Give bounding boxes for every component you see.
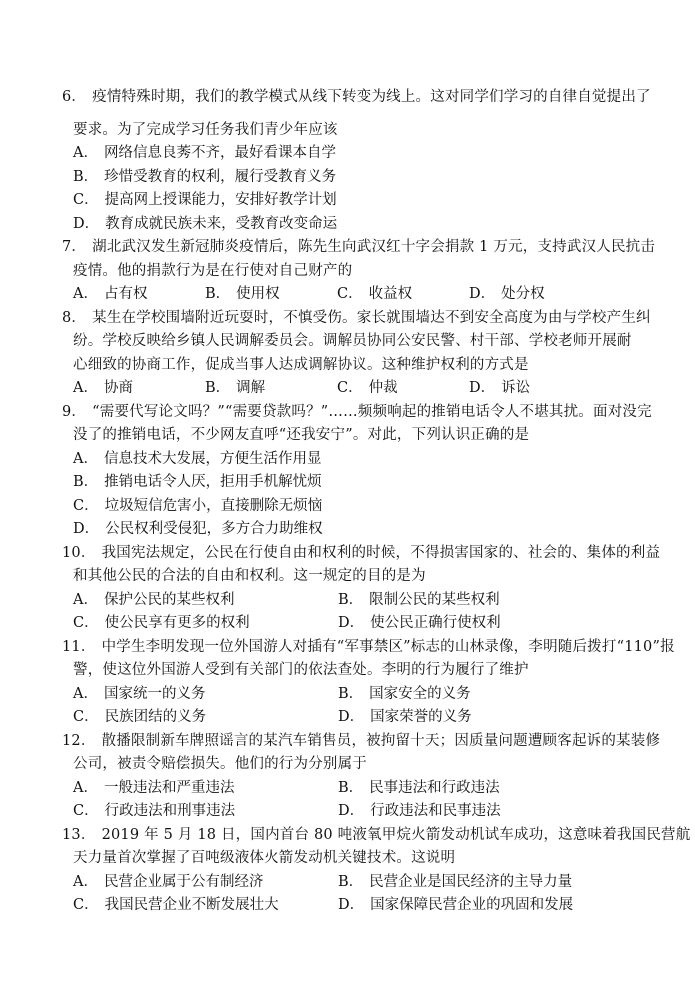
question-stem-line xyxy=(62,236,659,260)
option-b: B． 民事违法和行政违法 xyxy=(338,779,500,796)
question-number: 11． xyxy=(62,638,96,655)
question-stem-line: 要求。为了完成学习任务我们青少年应该 xyxy=(73,121,338,138)
option-b: B． 使用权 xyxy=(205,286,280,302)
option-a: A． 保护公民的某些权利 xyxy=(73,591,235,608)
question-9 xyxy=(62,401,659,542)
question-13 xyxy=(62,824,691,918)
question-stem-line: 纷。学校反映给乡镇人民调解委员会。调解员协同公安民警、村干部、学校老师开展耐 xyxy=(73,333,632,349)
options-row xyxy=(73,612,659,636)
question-stem-line xyxy=(62,307,659,331)
question-stem-line xyxy=(62,824,691,848)
option-b: B． 限制公民的某些权利 xyxy=(338,591,500,608)
option-a: A． 占有权 xyxy=(73,286,148,302)
question-stem-line xyxy=(62,636,675,660)
question-number: 6． xyxy=(62,89,87,105)
options-row xyxy=(73,871,659,895)
question-stem-text: 中学生李明发现一位外国游人对插有“军事禁区”标志的山林录像，李明随后拨打“110”报 xyxy=(101,638,675,655)
question-11 xyxy=(62,636,675,730)
question-stem-line xyxy=(62,730,659,754)
question-stem-line xyxy=(62,86,659,110)
option-a: A． 网络信息良莠不齐，最好看课本自学 xyxy=(73,145,336,161)
question-stem-line: 警，使这位外国游人受到有关部门的依法查处。李明的行为履行了维护 xyxy=(73,662,529,678)
question-7 xyxy=(62,236,659,307)
option-b: B． 珍惜受教育的权利，履行受教育义务 xyxy=(73,168,337,185)
question-stem-text: “需要代写论文吗？”“需要贷款吗？”……频频响起的推销电话令人不堪其扰。面对没完 xyxy=(92,403,652,420)
options-row xyxy=(73,589,659,613)
question-8 xyxy=(62,307,659,401)
question-number: 13． xyxy=(62,826,96,843)
options-row xyxy=(73,894,659,918)
option-c: C． 垃圾短信危害小，直接删除无烦恼 xyxy=(73,497,323,514)
option-b: B． 推销电话令人厌，拒用手机解忧烦 xyxy=(73,474,322,490)
question-6 xyxy=(62,86,659,236)
option-d: D． 教育成就民族未来，受教育改变命运 xyxy=(73,215,338,232)
option-d: D． 行政违法和民事违法 xyxy=(338,803,501,819)
option-c: C． 使公民享有更多的权利 xyxy=(73,615,250,631)
option-a: A． 信息技术大发展，方便生活作用显 xyxy=(73,450,322,467)
question-stem-line: 天力量首次掌握了百吨级液体火箭发动机关键技术。这说明 xyxy=(73,850,456,866)
options-row xyxy=(73,283,659,307)
option-d: D． 处分权 xyxy=(469,286,545,302)
option-b: B． 国家安全的义务 xyxy=(338,685,471,702)
question-stem-text: 湖北武汉发生新冠肺炎疫情后，陈先生向武汉红十字会捐款 1 万元，支持武汉人民抗击 xyxy=(92,239,656,255)
question-stem-line: 公司，被责令赔偿损失。他们的行为分别属于 xyxy=(73,756,367,772)
question-number: 8． xyxy=(62,309,87,326)
option-c: C． 仲裁 xyxy=(337,380,398,396)
option-d: D． 使公民正确行使权利 xyxy=(338,615,501,631)
question-stem-line: 和其他公民的合法的自由和权利。这一规定的目的是为 xyxy=(73,568,426,584)
options-row xyxy=(73,800,659,824)
option-c: C． 收益权 xyxy=(337,286,413,302)
question-12 xyxy=(62,730,661,824)
option-c: C． 民族团结的义务 xyxy=(73,709,207,725)
question-10 xyxy=(62,542,661,636)
option-c: C． 我国民营企业不断发展壮大 xyxy=(73,897,279,913)
question-number: 12． xyxy=(62,732,96,749)
option-d: D． 国家保障民营企业的巩固和发展 xyxy=(338,897,574,913)
option-a: A． 协商 xyxy=(73,380,133,396)
option-d: D． 公民权利受侵犯，多方合力助维权 xyxy=(73,521,323,537)
question-stem-text: 疫情特殊时期，我们的教学模式从线下转变为线上。这对同学们学习的自律自觉提出了 xyxy=(92,89,651,105)
question-number: 9． xyxy=(62,403,87,420)
question-stem-line: 疫情。他的捐款行为是在行使对自己财产的 xyxy=(73,262,353,279)
question-stem-text: 2019 年 5 月 18 日，国内首台 80 吨液氧甲烷火箭发动机试车成功，这意味着我国民营航 xyxy=(101,826,691,843)
options-row xyxy=(73,377,659,401)
option-c: C． 提高网上授课能力，安排好教学计划 xyxy=(73,192,337,208)
options-row xyxy=(73,777,659,801)
options-row xyxy=(73,683,659,707)
question-stem-line xyxy=(62,542,659,566)
question-number: 7． xyxy=(62,239,87,255)
option-a: A． 一般违法和严重违法 xyxy=(73,779,235,796)
option-b: B． 民营企业是国民经济的主导力量 xyxy=(338,873,573,890)
options-row xyxy=(73,706,659,730)
option-b: B． 调解 xyxy=(205,380,266,396)
question-stem-text: 散播限制新车牌照谣言的某汽车销售员，被拘留十天；因质量问题遭顾客起诉的某装修 xyxy=(101,732,661,749)
question-number: 10． xyxy=(62,544,96,561)
option-d: D． 国家荣誉的义务 xyxy=(338,709,472,725)
question-stem-line: 心细致的协商工作，促成当事人达成调解协议。这种维护权利的方式是 xyxy=(73,356,529,373)
question-stem-line: 没了的推销电话，不少网友直呼“还我安宁”。对此，下列认识正确的是 xyxy=(73,427,530,443)
question-stem-text: 我国宪法规定，公民在行使自由和权利的时候，不得损害国家的、社会的、集体的利益 xyxy=(101,544,661,561)
question-stem-line xyxy=(62,401,659,425)
question-stem-text: 某生在学校围墙附近玩耍时，不慎受伤。家长就围墙达不到安全高度为由与学校产生纠 xyxy=(92,309,651,326)
option-a: A． 国家统一的义务 xyxy=(73,685,206,702)
option-d: D． 诉讼 xyxy=(469,380,531,396)
option-c: C． 行政违法和刑事违法 xyxy=(73,803,236,819)
option-a: A． 民营企业属于公有制经济 xyxy=(73,873,264,890)
